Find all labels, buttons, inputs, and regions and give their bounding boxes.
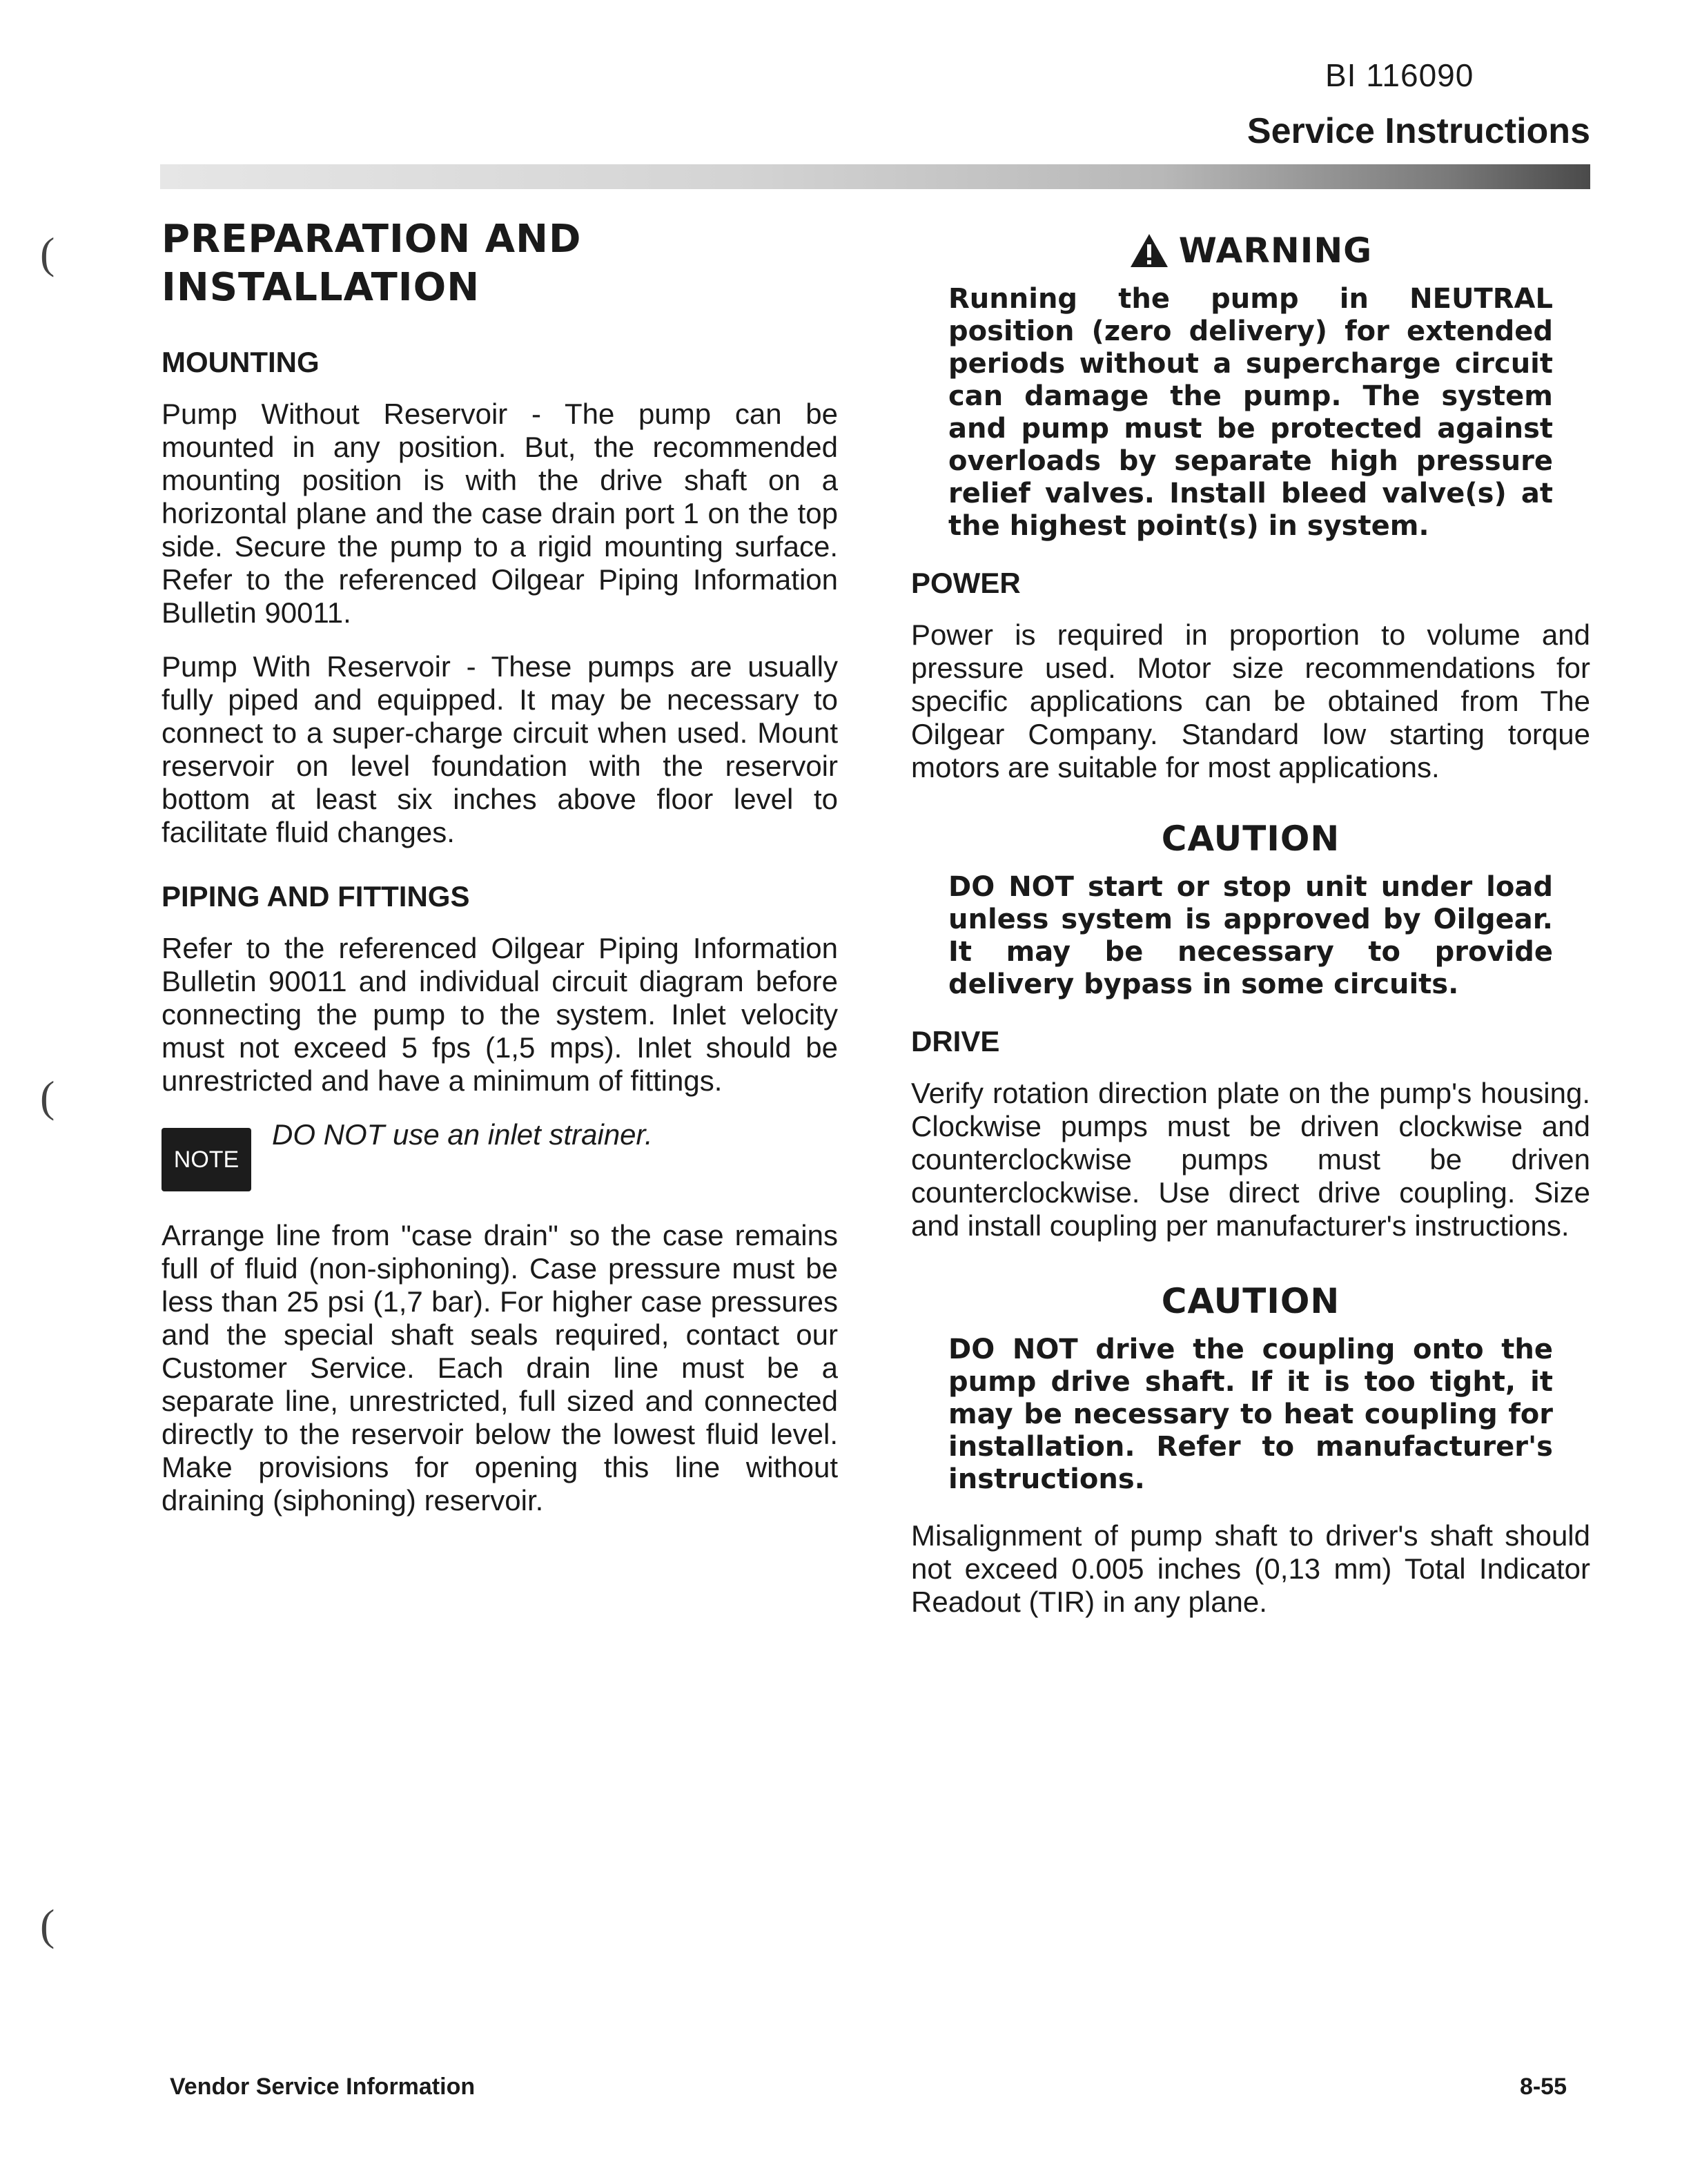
warning-text: Running the pump in NEUTRAL position (zero delivery) for extended periods without a supercharge circuit can damage the pump. The system and pump must be protected against overloads by separate high pressure relief valves. Install bleed valve(s) at the highest point(s) in system.	[948, 283, 1553, 542]
binding-mark: (	[40, 1072, 55, 1121]
piping-paragraph: Arrange line from "case drain" so the case remains full of fluid (non-siphoning). Case pressure must be less than 25 psi (1,7 bar). For higher case pressures and the special shaft seals required, contact our Customer Service. Each drain line must be a separate line, unrestricted, full sized and connected directly to the reservoir below the lowest fluid level. Make provisions for opening this line without draining (siphoning) reservoir.	[162, 1219, 838, 1517]
caution-heading: CAUTION	[1161, 1281, 1340, 1321]
header-bar	[160, 164, 1590, 189]
note-text: DO NOT use an inlet strainer.	[272, 1118, 653, 1151]
caution-text: DO NOT drive the coupling onto the pump drive shaft. If it is too tight, it may be necessary to heat coupling for installation. Refer to manufacturer's instructions.	[948, 1334, 1553, 1495]
binding-mark: (	[40, 1900, 55, 1949]
note-badge: NOTE	[162, 1128, 251, 1191]
piping-heading: PIPING AND FITTINGS	[162, 880, 470, 913]
power-paragraph: Power is required in proportion to volume and pressure used. Motor size recommendations for specific applications can be obtained from The Oilgear Company. Standard low starting torque motors are suitable for most applications.	[911, 618, 1590, 783]
document-subtitle: Service Instructions	[1247, 111, 1590, 151]
warning-label: WARNING	[1178, 231, 1373, 271]
page-title	[162, 215, 838, 312]
binding-mark: (	[40, 228, 55, 277]
caution-text: DO NOT start or stop unit under load unless system is approved by Oilgear. It may be necessary to provide delivery bypass in some circuits.	[948, 871, 1553, 1000]
mounting-paragraph: Pump With Reservoir - These pumps are usually fully piped and equipped. It may be necessary to connect to a super-charge circuit when used. Mount reservoir on level foundation with the reservoir bottom at least six inches above floor level to facilitate fluid changes.	[162, 650, 838, 848]
page-title-line: INSTALLATION	[162, 265, 480, 310]
mounting-heading: MOUNTING	[162, 346, 320, 378]
warning-triangle-icon	[1129, 233, 1169, 269]
note-box	[162, 1118, 838, 1191]
right-column	[911, 231, 1590, 1639]
drive-heading: DRIVE	[911, 1025, 1000, 1057]
power-heading: POWER	[911, 567, 1021, 599]
page-title-line: PREPARATION AND	[162, 217, 582, 262]
mounting-paragraph: Pump Without Reservoir - The pump can be mounted in any position. But, the recommended mounting position is with the drive shaft on a horizontal plane and the case drain port 1 on the top side. Secure the pump to a rigid mounting surface. Refer to the referenced Oilgear Piping Information Bulletin 90011.	[162, 398, 838, 629]
caution-heading: CAUTION	[1161, 819, 1340, 859]
warning-heading	[911, 231, 1590, 271]
document-number: BI 116090	[1325, 57, 1474, 93]
drive-paragraph: Verify rotation direction plate on the pump's housing. Clockwise pumps must be driven clockwise and counterclockwise pumps must be driven counterclockwise. Use direct drive coupling. Size and install coupling per manufacturer's instructions.	[911, 1077, 1590, 1242]
footer-source: Vendor Service Information	[170, 2074, 476, 2100]
page-number: 8-55	[1519, 2074, 1567, 2100]
misalignment-paragraph: Misalignment of pump shaft to driver's shaft should not exceed 0.005 inches (0,13 mm) Total Indicator Readout (TIR) in any plane.	[911, 1519, 1590, 1618]
left-column	[162, 215, 838, 1538]
piping-paragraph: Refer to the referenced Oilgear Piping Information Bulletin 90011 and individual circuit diagram before connecting the pump to the system. Inlet velocity must not exceed 5 fps (1,5 mps). Inlet should be unrestricted and have a minimum of fittings.	[162, 932, 838, 1097]
